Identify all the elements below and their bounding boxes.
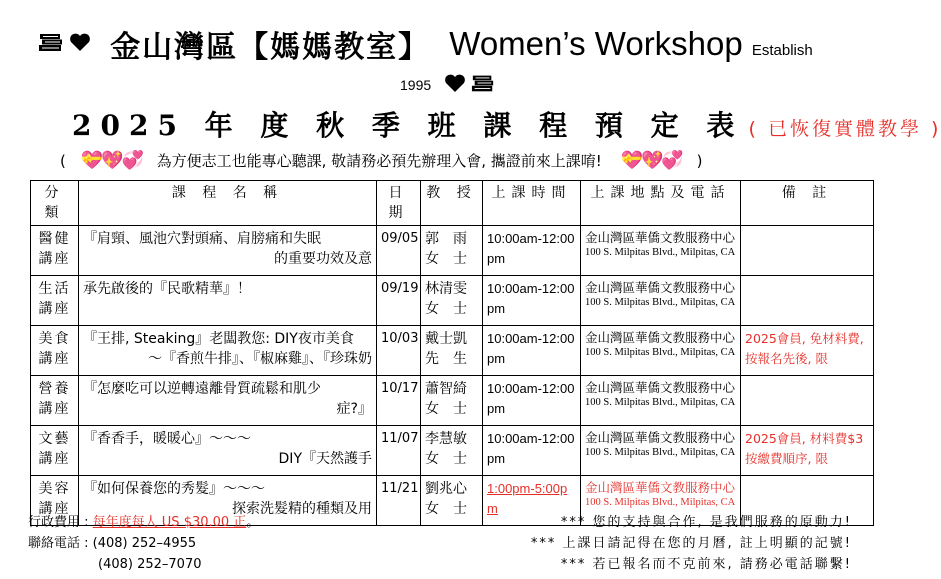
notice-close-paren: )	[696, 152, 703, 170]
teacher-name: 劉兆心	[425, 481, 467, 497]
header-title-line	[38, 22, 813, 66]
establish-year: 1995	[400, 77, 432, 93]
heart-icon	[444, 73, 466, 97]
row-time: 10:00am-12:00 pm	[483, 326, 581, 376]
course-line-1: 『王排, Steaking』老闆教您: DIY夜市美食	[83, 331, 354, 347]
row-date: 10/03	[377, 326, 421, 376]
row-note: 2025會員, 免材料費, 按報名先後, 限	[741, 326, 874, 376]
fee-label: 行政費用 :	[28, 515, 89, 530]
books-icon	[38, 31, 64, 57]
row-date: 11/07	[377, 426, 421, 476]
teacher-name: 李慧敏	[425, 431, 467, 447]
course-line-2: 症?』	[336, 401, 372, 417]
phone-line	[28, 533, 259, 554]
row-teacher	[421, 476, 483, 526]
row-category: 生活講座	[31, 276, 79, 326]
establish-year-line	[400, 72, 495, 98]
footer-messages	[531, 512, 852, 575]
course-line-1: 『肩頸、風池穴對頭痛、肩膀痛和失眠	[83, 231, 321, 247]
row-time: 1:00pm-5:00p m	[483, 476, 581, 526]
course-line-1: 『怎麼吃可以逆轉遠離骨質疏鬆和肌少	[83, 381, 321, 397]
row-date: 09/05	[377, 226, 421, 276]
phone-label: 聯絡電話 :	[28, 536, 89, 551]
notice-open-paren: (	[60, 152, 66, 170]
place-address: 100 S. Milpitas Blvd., Milpitas, CA	[585, 397, 736, 408]
place-address: 100 S. Milpitas Blvd., Milpitas, CA	[585, 347, 736, 358]
place-address: 100 S. Milpitas Blvd., Milpitas, CA	[585, 447, 736, 458]
header-date: 日期	[377, 181, 421, 226]
teacher-title: 先 生	[425, 351, 467, 367]
row-category: 文藝講座	[31, 426, 79, 476]
row-date: 09/19	[377, 276, 421, 326]
teacher-name: 林清雯	[425, 281, 467, 297]
row-date: 10/17	[377, 376, 421, 426]
course-line-1: 承先啟後的『民歌精華』！	[83, 281, 251, 297]
books-icon	[471, 72, 495, 98]
table-row	[31, 426, 874, 476]
row-note: 2025會員, 材料費$3按繳費順序, 限	[741, 426, 874, 476]
row-date: 11/21	[377, 476, 421, 526]
row-course	[79, 376, 377, 426]
row-time: 10:00am-12:00 pm	[483, 376, 581, 426]
row-note	[741, 276, 874, 326]
course-line-1: 『香香手，暖暖心』～～～	[83, 431, 251, 447]
course-line-2: 探索洗髮精的種類及用	[232, 501, 372, 517]
place-address: 100 S. Milpitas Blvd., Milpitas, CA	[585, 297, 736, 308]
table-header-row	[31, 181, 874, 226]
schedule-table	[30, 180, 874, 526]
heart-icon	[69, 32, 91, 56]
row-teacher	[421, 226, 483, 276]
teacher-name: 蕭智綺	[425, 381, 467, 397]
fee-end: 。	[246, 515, 260, 530]
teacher-title: 女 士	[425, 451, 467, 467]
table-row	[31, 276, 874, 326]
row-category: 美容講座	[31, 476, 79, 526]
sparkling-hearts-icon: 💝💖💞	[620, 150, 682, 171]
header-category: 分類	[31, 181, 79, 226]
footer-message-3: *** 若已報名而不克前來, 請務必電話聯繫!	[560, 557, 852, 572]
place-name: 金山灣區華僑文教服務中心	[585, 330, 736, 345]
phone-number-1: (408) 252–4955	[92, 536, 197, 551]
row-place	[581, 426, 741, 476]
fee-line	[28, 512, 259, 533]
place-name: 金山灣區華僑文教服務中心	[585, 430, 736, 445]
row-place	[581, 376, 741, 426]
header-time: 上課時間	[483, 181, 581, 226]
place-address: 100 S. Milpitas Blvd., Milpitas, CA	[585, 247, 736, 258]
notice-text: 為方便志工也能專心聽課, 敬請務必預先辦理入會, 攜證前來上課唷!	[156, 152, 602, 170]
row-course	[79, 426, 377, 476]
row-teacher	[421, 426, 483, 476]
teacher-title: 女 士	[425, 501, 467, 517]
row-time: 10:00am-12:00 pm	[483, 226, 581, 276]
sparkling-hearts-icon: 💝💖💞	[80, 150, 142, 171]
place-address: 100 S. Milpitas Blvd., Milpitas, CA	[585, 497, 736, 508]
footer-message-1: *** 您的支持與合作, 是我們服務的原動力!	[560, 515, 852, 530]
header-teacher: 教 授	[421, 181, 483, 226]
table-row	[31, 376, 874, 426]
phone-line-2	[28, 554, 259, 575]
row-place	[581, 276, 741, 326]
row-note	[741, 376, 874, 426]
teacher-title: 女 士	[425, 251, 467, 267]
course-line-2: DIY『天然護手	[278, 451, 372, 467]
header-place: 上課地點及電話	[581, 181, 741, 226]
row-course	[79, 276, 377, 326]
table-row	[31, 326, 874, 376]
header-note: 備 註	[741, 181, 874, 226]
row-course	[79, 226, 377, 276]
course-line-2: 的重要功效及意	[274, 251, 372, 267]
teacher-title: 女 士	[425, 401, 467, 417]
row-category: 美食講座	[31, 326, 79, 376]
row-category: 營養講座	[31, 376, 79, 426]
footer-message-2: *** 上課日請記得在您的月曆, 註上明顯的記號!	[530, 536, 852, 551]
row-category: 醫健講座	[31, 226, 79, 276]
row-note	[741, 226, 874, 276]
teacher-name: 郭 雨	[425, 231, 467, 247]
establish-label: Establish	[751, 41, 813, 59]
fee-value: 每年度每人 US $30.00 正	[92, 515, 247, 530]
row-place	[581, 226, 741, 276]
row-teacher	[421, 276, 483, 326]
table-row	[31, 226, 874, 276]
place-name: 金山灣區華僑文教服務中心	[585, 480, 736, 495]
schedule-title-text: 2025 年 度 秋 季 班 課 程 預 定 表	[72, 109, 744, 142]
schedule-subtitle: ( 已恢復實體教學 )	[748, 118, 941, 140]
row-time: 10:00am-12:00 pm	[483, 276, 581, 326]
schedule-title	[72, 104, 941, 144]
row-course	[79, 326, 377, 376]
place-name: 金山灣區華僑文教服務中心	[585, 280, 736, 295]
title-chinese: 金山灣區【媽媽教室】	[110, 30, 431, 65]
teacher-title: 女 士	[425, 301, 467, 317]
row-time: 10:00am-12:00 pm	[483, 426, 581, 476]
title-english: Women’s Workshop	[449, 25, 743, 62]
row-place	[581, 326, 741, 376]
footer-contact	[28, 512, 259, 575]
place-name: 金山灣區華僑文教服務中心	[585, 230, 736, 245]
course-line-1: 『如何保養您的秀髮』～～～	[83, 481, 265, 497]
phone-number-2: (408) 252–7070	[98, 557, 202, 572]
row-teacher	[421, 376, 483, 426]
course-line-2: ～『香煎牛排』、『椒麻雞』、『珍珠奶	[148, 351, 372, 367]
place-name: 金山灣區華僑文教服務中心	[585, 380, 736, 395]
notice-line	[60, 150, 702, 171]
row-teacher	[421, 326, 483, 376]
header-course: 課 程 名 稱	[79, 181, 377, 226]
teacher-name: 戴士凱	[425, 331, 467, 347]
